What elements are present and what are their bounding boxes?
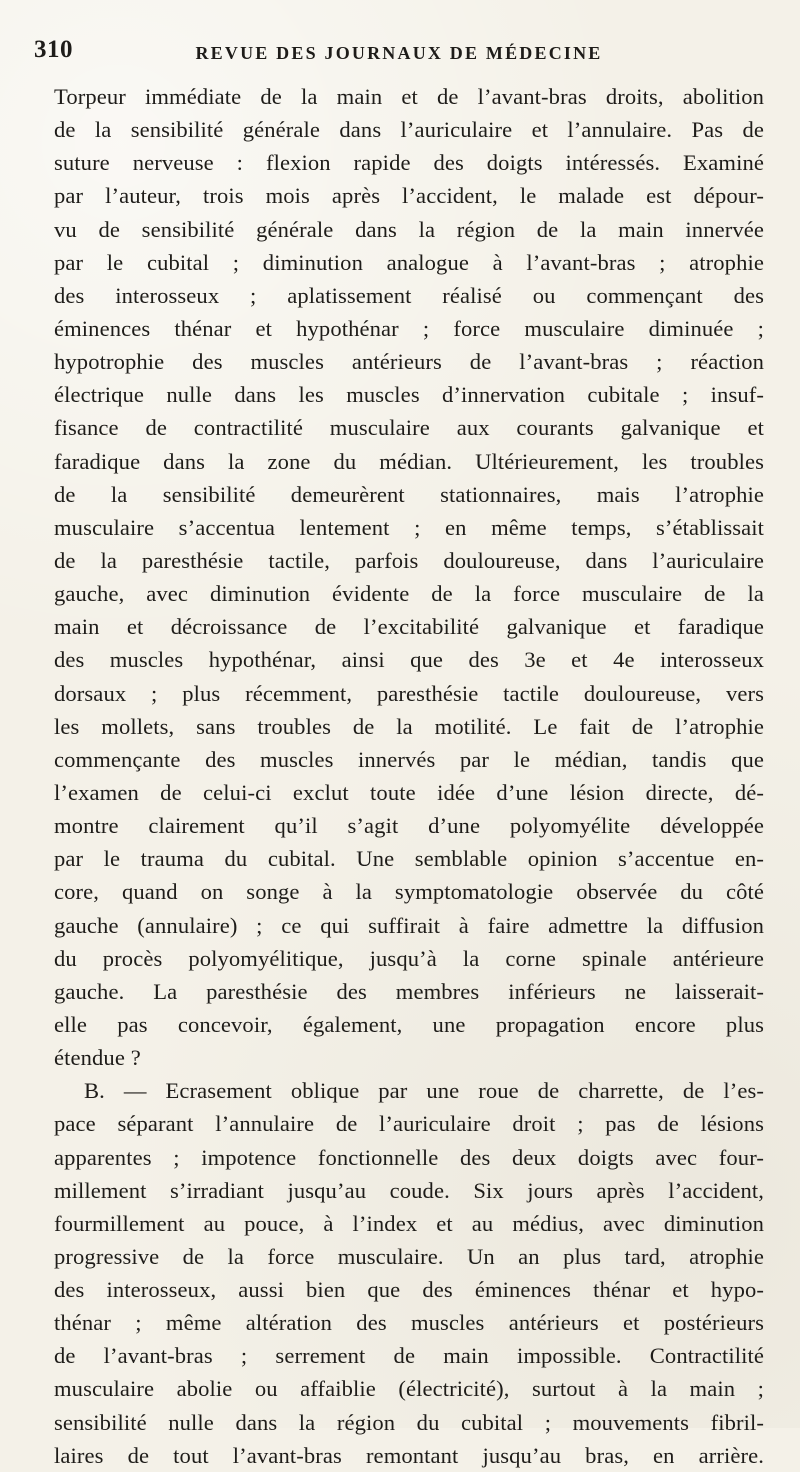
running-head: REVUE DES JOURNAUX DE MÉDECINE bbox=[195, 43, 603, 63]
text-line: par le trauma du cubital. Une semblable opinion s’accentue en- bbox=[54, 846, 764, 872]
text-line: pace séparant l’annulaire de l’auriculaire droit ; pas de lésions bbox=[54, 1111, 764, 1137]
text-line: dorsaux ; plus récemment, paresthésie tactile douloureuse, vers bbox=[54, 680, 764, 706]
text-line: suture nerveuse : flexion rapide des doigts intéressés. Examiné bbox=[54, 150, 764, 176]
text-line: apparentes ; impotence fonctionnelle des deux doigts avec four- bbox=[54, 1144, 764, 1170]
text-line: Torpeur immédiate de la main et de l’avant-bras droits, abolition bbox=[54, 84, 764, 109]
text-line: elle pas concevoir, également, une propagation encore plus bbox=[54, 1011, 764, 1037]
text-line: les mollets, sans troubles de la motilité. Le fait de l’atrophie bbox=[54, 713, 764, 739]
text-line: par le cubital ; diminution analogue à l’avant-bras ; atrophie bbox=[54, 249, 764, 275]
text-line: millement s’irradiant jusqu’au coude. Six jours après l’accident, bbox=[54, 1177, 764, 1203]
text-line: de la sensibilité demeurèrent stationnaires, mais l’atrophie bbox=[54, 481, 764, 507]
text-line: musculaire abolie ou affaiblie (électricité), surtout à la main ; bbox=[54, 1376, 764, 1402]
text-line: montre clairement qu’il s’agit d’une polyomyélite développée bbox=[54, 813, 764, 839]
text-line: progressive de la force musculaire. Un an plus tard, atrophie bbox=[54, 1243, 764, 1269]
text-line: des interosseux ; aplatissement réalisé ou commençant des bbox=[54, 282, 764, 308]
text-line: vu de sensibilité générale dans la région de la main innervée bbox=[54, 216, 764, 242]
text-line: l’examen de celui-ci exclut toute idée d’une lésion directe, dé- bbox=[54, 779, 764, 805]
text-line: fisance de contractilité musculaire aux courants galvanique et bbox=[54, 415, 764, 441]
text-line: fourmillement au pouce, à l’index et au médius, avec diminution bbox=[54, 1210, 764, 1236]
text-line: gauche (annulaire) ; ce qui suffirait à faire admettre la diffusion bbox=[54, 912, 764, 938]
text-line: gauche. La paresthésie des membres inférieurs ne laisserait- bbox=[54, 978, 764, 1004]
text-line: faradique dans la zone du médian. Ultérieurement, les troubles bbox=[54, 448, 764, 474]
text-line: B. — Ecrasement oblique par une roue de charrette, de l’es- bbox=[84, 1078, 764, 1104]
text-line: hypotrophie des muscles antérieurs de l’avant-bras ; réaction bbox=[54, 349, 764, 375]
text-line: de l’avant-bras ; serrement de main impossible. Contractilité bbox=[54, 1343, 764, 1369]
page-number: 310 bbox=[34, 36, 73, 63]
text-line: de la sensibilité générale dans l’auriculaire et l’annulaire. Pas de bbox=[54, 117, 764, 143]
text-line: thénar ; même altération des muscles antérieurs et postérieurs bbox=[54, 1310, 764, 1336]
text-line: par l’auteur, trois mois après l’accident, le malade est dépour- bbox=[54, 183, 764, 209]
text-line: laires de tout l’avant-bras remontant jusqu’au bras, en arrière. bbox=[54, 1442, 764, 1468]
text-line: électrique nulle dans les muscles d’innervation cubitale ; insuf- bbox=[54, 382, 764, 408]
text-line: commençante des muscles innervés par le médian, tandis que bbox=[54, 746, 764, 772]
text-line: des interosseux, aussi bien que des éminences thénar et hypo- bbox=[54, 1277, 764, 1303]
text-line: main et décroissance de l’excitabilité galvanique et faradique bbox=[54, 614, 764, 640]
text-line: éminences thénar et hypothénar ; force musculaire diminuée ; bbox=[54, 315, 764, 341]
text-line: des muscles hypothénar, ainsi que des 3e et 4e interosseux bbox=[54, 647, 764, 673]
text-line: du procès polyomyélitique, jusqu’à la corne spinale antérieure bbox=[54, 945, 764, 971]
text-line: de la paresthésie tactile, parfois douloureuse, dans l’auriculaire bbox=[54, 547, 764, 573]
body-text bbox=[54, 80, 764, 1472]
text-line: étendue ? bbox=[54, 1045, 141, 1071]
text-line: sensibilité nulle dans la région du cubital ; mouvements fibril- bbox=[54, 1409, 764, 1435]
page-header bbox=[34, 36, 764, 70]
text-line: core, quand on songe à la symptomatologie observée du côté bbox=[54, 879, 764, 905]
text-line: gauche, avec diminution évidente de la force musculaire de la bbox=[54, 581, 764, 607]
text-line: musculaire s’accentua lentement ; en même temps, s’établissait bbox=[54, 514, 764, 540]
